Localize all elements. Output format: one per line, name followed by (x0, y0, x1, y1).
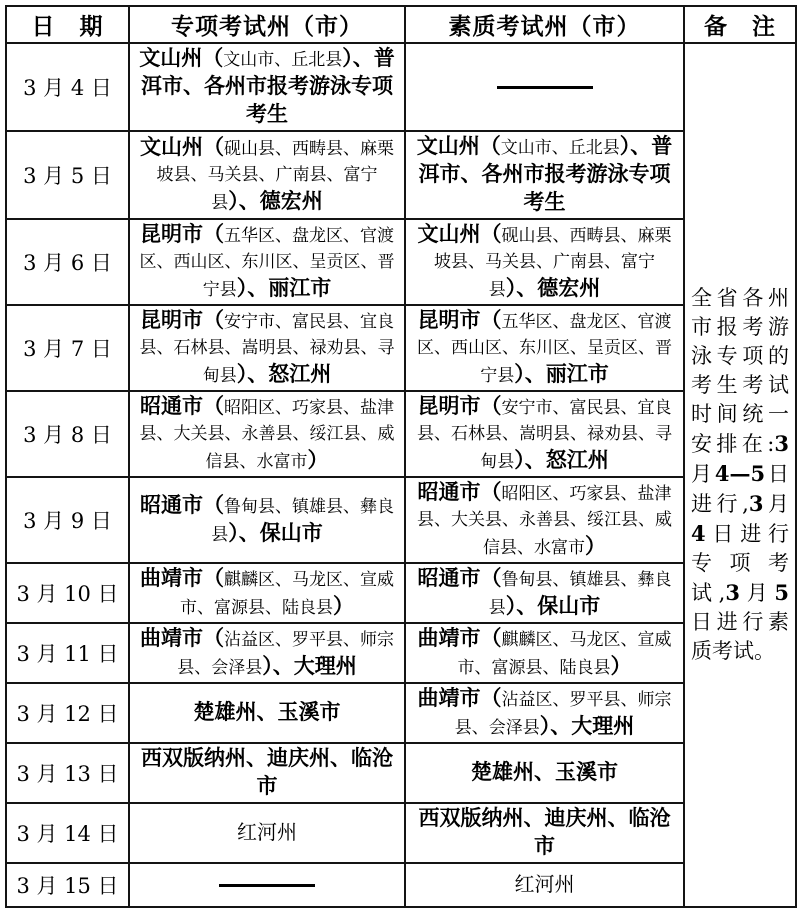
quality-exam-cell (405, 305, 684, 391)
table-row (6, 391, 796, 477)
remark-text-segment: 3 (748, 491, 764, 516)
cell-text-segment: 文山州（ (139, 45, 224, 70)
quality-exam-cell (405, 803, 684, 863)
date-cell: 3 月 7 日 (6, 305, 129, 391)
date-cell: 3 月 8 日 (6, 391, 129, 477)
special-exam-cell (129, 803, 405, 863)
cell-text-segment: 曲靖市（ (417, 625, 502, 650)
remark-text-segment: 4—5 (714, 461, 766, 486)
date-cell: 3 月 5 日 (6, 131, 129, 219)
em-dash-line (219, 884, 315, 887)
remark-text-segment: 3 (725, 580, 740, 605)
cell-text-segment: 曲靖市（ (140, 625, 224, 650)
quality-exam-cell (405, 743, 684, 803)
special-exam-cell (129, 477, 405, 563)
cell-text-segment: ）、怒江州 (514, 447, 609, 472)
date-cell: 3 月 6 日 (6, 219, 129, 305)
remark-text-segment: 4 (691, 521, 706, 546)
quality-exam-cell (405, 563, 684, 623)
table-row (6, 803, 796, 863)
date-cell: 3 月 4 日 (6, 43, 129, 131)
special-exam-cell (129, 743, 405, 803)
date-cell: 3 月 12 日 (6, 683, 129, 743)
cell-text-segment: 文山市、丘北县 (223, 50, 343, 70)
cell-text-segment: ）、普洱市、各州市报考游泳专项考生 (141, 45, 395, 126)
cell-text-segment: 文山州（ (416, 133, 501, 158)
table-body (6, 43, 796, 907)
date-cell: 3 月 10 日 (6, 563, 129, 623)
table-row (6, 43, 796, 131)
cell-text-segment: 昭通市（ (140, 492, 224, 517)
cell-text-segment: 文山市、丘北县 (500, 138, 620, 158)
special-exam-cell (129, 305, 405, 391)
cell-text-segment: ）、大理州 (539, 713, 635, 738)
cell-text-segment: 文山州（ (417, 221, 502, 246)
em-dash-line (497, 86, 593, 89)
table-row (6, 305, 796, 391)
special-exam-cell (129, 43, 405, 131)
date-cell: 3 月 14 日 (6, 803, 129, 863)
cell-text-segment: ）、怒江州 (236, 361, 332, 386)
cell-text-segment: 红河州 (514, 872, 575, 896)
cell-text-segment: 曲靖市（ (140, 565, 224, 590)
cell-text-segment: 西双版纳州、迪庆州、临沧市 (418, 805, 671, 858)
cell-text-segment: 红河州 (237, 820, 297, 844)
quality-exam-cell (405, 477, 684, 563)
quality-exam-cell (405, 623, 684, 683)
cell-text-segment: 安宁市、富民县、宜良县、石林县、嵩明县、禄劝县、寻甸县 (417, 398, 672, 472)
cell-text-segment: ）、保山市 (228, 520, 323, 545)
table-row (6, 863, 796, 907)
cell-text-segment: ）、丽江市 (236, 275, 332, 300)
cell-text-segment: ） (307, 447, 329, 472)
cell-text-segment: 西双版纳州、迪庆州、临沧市 (141, 745, 393, 798)
cell-text-segment: 鲁甸县、镇雄县、彝良县 (488, 570, 672, 618)
special-exam-cell (129, 623, 405, 683)
date-cell: 3 月 9 日 (6, 477, 129, 563)
cell-text-segment: 楚雄州、玉溪市 (471, 759, 618, 784)
table-row (6, 623, 796, 683)
cell-text-segment: ）、丽江市 (514, 361, 609, 386)
cell-text-segment: ）、德宏州 (228, 188, 323, 213)
table-row (6, 683, 796, 743)
header-date: 日 期 (6, 6, 129, 43)
quality-exam-cell (405, 391, 684, 477)
header-quality-exam: 素质考试州（市） (405, 6, 684, 43)
quality-exam-cell (405, 43, 684, 131)
cell-text-segment: ） (585, 533, 606, 558)
cell-text-segment: 砚山县、西畴县、麻栗坡县、马关县、广南县、富宁县 (434, 226, 672, 300)
cell-text-segment: 昆明市（ (140, 221, 224, 246)
cell-text-segment: 昭阳区、巧家县、盐津县、大关县、永善县、绥江县、威信县、水富市 (139, 398, 395, 472)
remark-text-segment: 日进行素质考试。 (691, 610, 789, 663)
header-remarks: 备 注 (684, 6, 796, 43)
cell-text-segment: 麒麟区、马龙区、宣威市、富源县、陆良县 (457, 630, 672, 678)
table-row (6, 219, 796, 305)
cell-text-segment: ）、德宏州 (505, 275, 601, 300)
remark-text-segment: 日进行专项考试, (691, 522, 789, 605)
cell-text-segment: 昆明市（ (417, 393, 502, 418)
cell-text-segment: 鲁甸县、镇雄县、彝良县 (211, 497, 394, 545)
special-exam-cell (129, 219, 405, 305)
table-row (6, 743, 796, 803)
cell-text-segment: 砚山县、西畴县、麻栗坡县、马关县、广南县、富宁县 (156, 139, 394, 213)
cell-text-segment: 昭阳区、巧家县、盐津县、大关县、永善县、绥江县、威信县、水富市 (417, 484, 672, 558)
remark-text-segment: 3 (774, 431, 789, 456)
table-row (6, 477, 796, 563)
cell-text-segment: 昭通市（ (417, 479, 502, 504)
remark-text-segment: 日进行, (691, 462, 790, 516)
cell-text-segment: 昆明市（ (140, 307, 224, 332)
cell-text-segment: 麒麟区、马龙区、宣威市、富源县、陆良县 (180, 570, 394, 618)
table-row (6, 563, 796, 623)
remark-text-segment: 月 (691, 462, 715, 486)
date-cell: 3 月 13 日 (6, 743, 129, 803)
cell-text-segment: ）、保山市 (505, 593, 601, 618)
quality-exam-cell (405, 219, 684, 305)
cell-text-segment: 昆明市（ (417, 307, 502, 332)
remarks-cell (684, 43, 796, 907)
cell-text-segment: 昭通市（ (140, 393, 224, 418)
remark-text-segment: 5 (774, 580, 789, 605)
cell-text-segment: 五华区、盘龙区、官渡区、西山区、东川区、呈贡区、晋宁县 (417, 312, 672, 386)
cell-text-segment: 沾益区、罗平县、师宗县、会泽县 (177, 630, 394, 678)
table-row (6, 131, 796, 219)
date-cell: 3 月 11 日 (6, 623, 129, 683)
quality-exam-cell (405, 131, 684, 219)
cell-text-segment: ） (333, 593, 354, 618)
quality-exam-cell (405, 863, 684, 907)
cell-text-segment: 楚雄州、玉溪市 (193, 699, 341, 724)
special-exam-cell (129, 863, 405, 907)
special-exam-cell (129, 563, 405, 623)
cell-text-segment: ） (610, 653, 632, 678)
special-exam-cell (129, 683, 405, 743)
cell-text-segment: 安宁市、富民县、宜良县、石林县、嵩明县、禄劝县、寻甸县 (139, 312, 395, 386)
remark-text-segment: 全省各州市报考游泳专项的考生考试时间统一安排在: (691, 286, 789, 456)
cell-text-segment: 沾益区、罗平县、师宗县、会泽县 (454, 690, 672, 738)
special-exam-cell (129, 391, 405, 477)
remark-text-segment: 月 (740, 581, 775, 605)
cell-text-segment: 曲靖市（ (417, 685, 502, 710)
remark-text-segment: 月 (763, 492, 789, 516)
cell-text-segment: 文山州（ (140, 134, 224, 159)
cell-text-segment: ）、普洱市、各州市报考游泳专项考生 (418, 133, 673, 214)
header-special-exam: 专项考试州（市） (129, 6, 405, 43)
cell-text-segment: ）、大理州 (262, 653, 357, 678)
date-cell: 3 月 15 日 (6, 863, 129, 907)
quality-exam-cell (405, 683, 684, 743)
exam-schedule-table (5, 5, 797, 908)
cell-text-segment: 昭通市（ (417, 565, 502, 590)
header-row (6, 6, 796, 43)
special-exam-cell (129, 131, 405, 219)
cell-text-segment: 五华区、盘龙区、官渡区、西山区、东川区、呈贡区、晋宁县 (139, 226, 395, 300)
